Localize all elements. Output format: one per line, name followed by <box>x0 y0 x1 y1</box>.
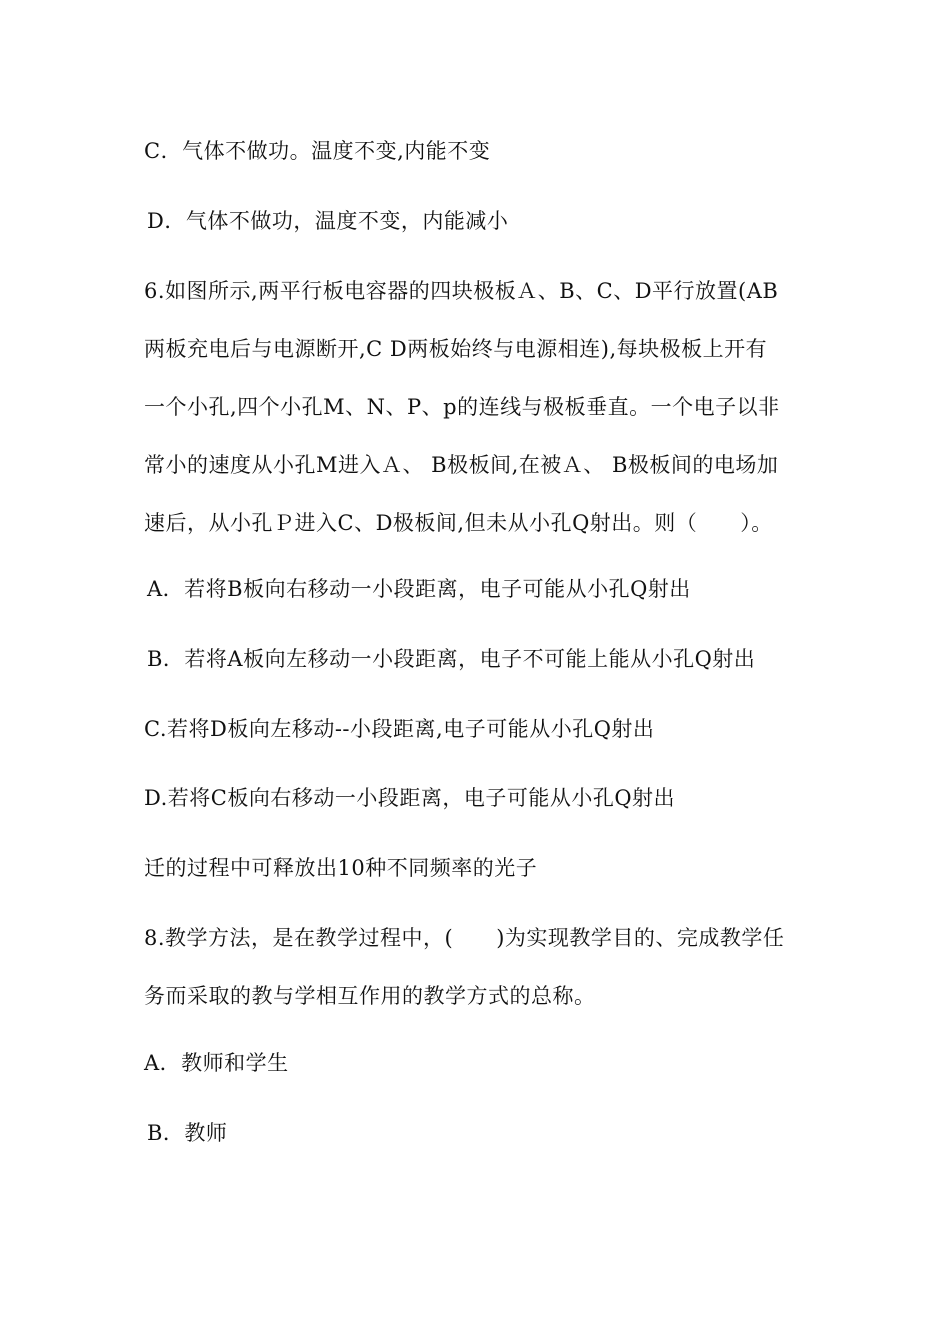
option-b-q8: B．教师 <box>147 1121 228 1145</box>
option-a-q6: A．若将B板向右移动一小段距离，电子可能从小孔Q射出 <box>147 577 691 601</box>
option-c-q5: C．气体不做功。温度不变,内能不变 <box>144 139 491 163</box>
fragment-line: 迁的过程中可释放出10种不同频率的光子 <box>144 856 538 880</box>
question-6-line-5: 速后，从小孔Ｐ进入C、D极板间,但未从小孔Q射出。则（ ）。 <box>144 511 773 535</box>
option-a-q8: A．教师和学生 <box>144 1051 289 1075</box>
option-d-q6: D.若将C板向右移动一小段距离，电子可能从小孔Q射出 <box>144 786 676 810</box>
question-6-line-2: 两板充电后与电源断开,C D两板始终与电源相连),每块极板上开有 <box>144 337 768 361</box>
question-6-line-3: 一个小孔,四个小孔M、N、P、p的连线与极板垂直。一个电子以非 <box>144 395 780 419</box>
option-d-q5: D．气体不做功，温度不变，内能减小 <box>147 209 509 233</box>
question-6-line-1: 6.如图所示,两平行板电容器的四块极板Ａ、B、C、D平行放置(AB <box>144 279 779 303</box>
option-b-q6: B．若将A板向左移动一小段距离，电子不可能上能从小孔Q射出 <box>147 647 756 671</box>
question-8-line-1: 8.教学方法，是在教学过程中，( )为实现教学目的、完成教学任 <box>144 926 785 950</box>
question-8-line-2: 务而采取的教与学相互作用的教学方式的总称。 <box>144 984 596 1008</box>
option-c-q6: C.若将D板向左移动--小段距离,电子可能从小孔Q射出 <box>144 717 655 741</box>
question-6-line-4: 常小的速度从小孔M进入Ａ、 B极板间,在被Ａ、 B极板间的电场加 <box>144 453 779 477</box>
